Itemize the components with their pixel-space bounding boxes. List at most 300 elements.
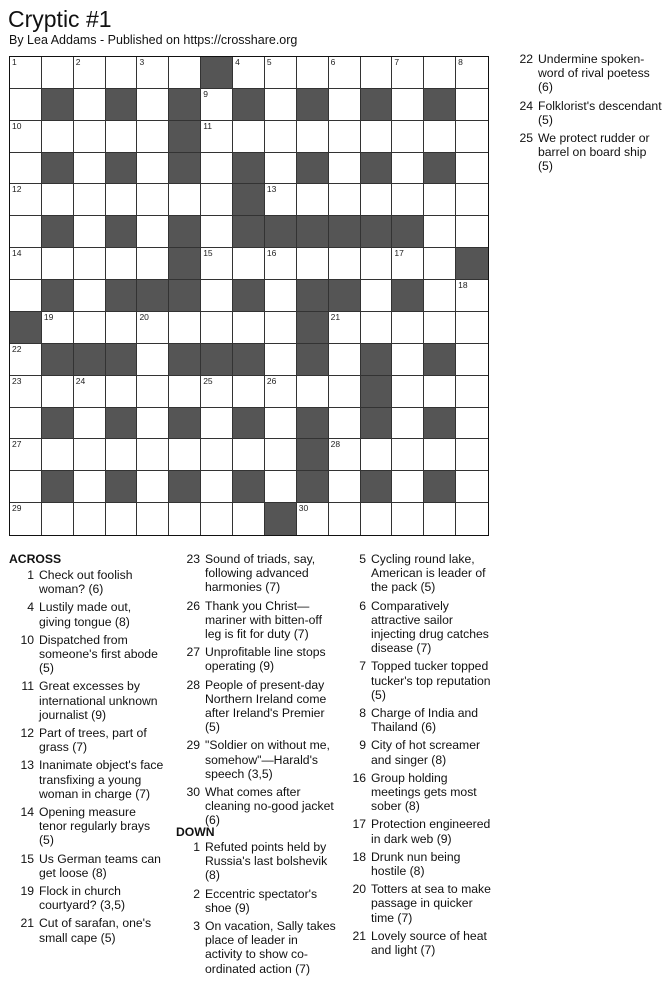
down-clue[interactable] — [510, 131, 662, 174]
block-cell — [169, 344, 201, 376]
grid-cell[interactable] — [201, 280, 233, 312]
block-cell — [297, 408, 329, 440]
block-cell — [201, 57, 233, 89]
grid-cell[interactable] — [361, 312, 393, 344]
grid-cell[interactable] — [74, 184, 106, 216]
block-cell — [361, 376, 393, 408]
grid-cell[interactable] — [329, 184, 361, 216]
grid-cell[interactable] — [424, 248, 456, 280]
block-cell — [233, 153, 265, 185]
grid-cell[interactable] — [456, 216, 488, 248]
grid-cell[interactable] — [42, 312, 74, 344]
grid-cell[interactable] — [201, 248, 233, 280]
grid-cell[interactable] — [201, 503, 233, 535]
grid-cell[interactable] — [74, 216, 106, 248]
clue-text: Unprofitable line stops operating (9) — [205, 645, 326, 674]
clue-number: 14 — [20, 805, 34, 820]
block-cell — [297, 439, 329, 471]
block-cell — [106, 408, 138, 440]
grid-cell[interactable] — [233, 439, 265, 471]
grid-cell[interactable] — [456, 89, 488, 121]
across-clue[interactable] — [177, 552, 337, 595]
grid-cell[interactable] — [424, 376, 456, 408]
grid-cell[interactable] — [106, 503, 138, 535]
block-cell — [169, 89, 201, 121]
block-cell — [10, 312, 42, 344]
clue-text: Eccentric spectator's shoe (9) — [205, 886, 318, 915]
grid-cell[interactable] — [201, 89, 233, 121]
grid-cell[interactable] — [233, 121, 265, 153]
grid-cell[interactable] — [424, 216, 456, 248]
block-cell — [265, 216, 297, 248]
grid-cell[interactable] — [392, 344, 424, 376]
clue-text: City of hot screamer and singer (8) — [371, 738, 481, 767]
down-clue[interactable] — [177, 887, 337, 915]
grid-cell[interactable] — [74, 89, 106, 121]
grid-cell[interactable] — [361, 439, 393, 471]
grid-cell[interactable] — [329, 408, 361, 440]
grid-cell[interactable] — [265, 89, 297, 121]
across-clue[interactable] — [177, 738, 337, 781]
clue-number: 4 — [27, 600, 34, 615]
down-clue[interactable] — [343, 882, 498, 925]
clue-number: 11 — [21, 679, 34, 694]
grid-cell[interactable] — [265, 376, 297, 408]
cell-number: 22 — [12, 343, 22, 354]
cell-number: 23 — [12, 375, 22, 386]
grid-cell[interactable] — [233, 312, 265, 344]
clue-number: 7 — [359, 659, 366, 674]
block-cell — [361, 153, 393, 185]
grid-cell[interactable] — [137, 439, 169, 471]
grid-cell[interactable] — [10, 280, 42, 312]
block-cell — [106, 216, 138, 248]
block-cell — [106, 344, 138, 376]
grid-cell[interactable] — [10, 89, 42, 121]
grid-cell[interactable] — [42, 376, 74, 408]
grid-cell[interactable] — [392, 89, 424, 121]
block-cell — [361, 471, 393, 503]
cell-number: 26 — [266, 375, 277, 386]
down-clue-list-side — [510, 52, 662, 178]
grid-cell[interactable] — [74, 280, 106, 312]
grid-cell[interactable] — [169, 184, 201, 216]
across-clue[interactable] — [11, 568, 166, 596]
down-clue[interactable] — [177, 840, 337, 883]
grid-cell[interactable] — [456, 312, 488, 344]
down-clue[interactable] — [343, 929, 498, 957]
grid-cell[interactable] — [329, 153, 361, 185]
grid-cell[interactable] — [137, 216, 169, 248]
grid-cell[interactable] — [233, 57, 265, 89]
block-cell — [424, 89, 456, 121]
grid-cell[interactable] — [392, 503, 424, 535]
grid-cell[interactable] — [424, 439, 456, 471]
down-clue[interactable] — [510, 99, 662, 127]
grid-cell[interactable] — [361, 184, 393, 216]
block-cell — [233, 89, 265, 121]
clue-number: 5 — [359, 552, 366, 566]
grid-cell[interactable] — [265, 184, 297, 216]
grid-cell[interactable] — [392, 57, 424, 89]
down-clue-list-continued — [343, 552, 498, 961]
grid-cell[interactable] — [137, 153, 169, 185]
grid-cell[interactable] — [10, 216, 42, 248]
grid-cell[interactable] — [74, 121, 106, 153]
grid-cell[interactable] — [10, 408, 42, 440]
cell-number: 19 — [43, 311, 54, 322]
grid-cell[interactable] — [297, 503, 329, 535]
grid-cell[interactable] — [392, 121, 424, 153]
grid-cell[interactable] — [329, 89, 361, 121]
down-clue[interactable] — [343, 850, 498, 878]
grid-cell[interactable] — [201, 439, 233, 471]
cell-number: 13 — [266, 184, 277, 195]
down-clue[interactable] — [343, 817, 498, 845]
clue-number: 30 — [186, 785, 200, 800]
block-cell — [297, 312, 329, 344]
grid-cell[interactable] — [10, 57, 42, 89]
grid-cell[interactable] — [329, 312, 361, 344]
across-clue[interactable] — [11, 758, 166, 801]
down-clue[interactable] — [177, 919, 337, 976]
grid-cell[interactable] — [456, 408, 488, 440]
grid-cell[interactable] — [392, 439, 424, 471]
grid-cell[interactable] — [10, 376, 42, 408]
grid-cell[interactable] — [74, 439, 106, 471]
grid-cell[interactable] — [392, 153, 424, 185]
across-clue[interactable] — [177, 785, 337, 828]
grid-cell[interactable] — [329, 344, 361, 376]
grid-cell[interactable] — [392, 248, 424, 280]
grid-cell[interactable] — [137, 471, 169, 503]
clue-text: Check out foolish woman? (6) — [39, 568, 133, 597]
clue-text: Sound of triads, say, following advanced harmonies (7) — [205, 552, 316, 595]
grid-cell[interactable] — [201, 471, 233, 503]
clue-number: 19 — [20, 884, 34, 899]
grid-cell[interactable] — [201, 376, 233, 408]
clue-number: 26 — [186, 598, 200, 613]
grid-cell[interactable] — [297, 121, 329, 153]
grid-cell[interactable] — [265, 57, 297, 89]
down-clue[interactable] — [343, 552, 498, 595]
grid-cell[interactable] — [456, 439, 488, 471]
across-clue[interactable] — [177, 678, 337, 735]
grid-cell[interactable] — [137, 376, 169, 408]
grid-cell[interactable] — [74, 57, 106, 89]
block-cell — [392, 216, 424, 248]
grid-cell[interactable] — [137, 344, 169, 376]
clue-number: 16 — [352, 770, 366, 785]
clue-number: 21 — [20, 916, 34, 931]
grid-cell[interactable] — [456, 471, 488, 503]
grid-cell[interactable] — [424, 121, 456, 153]
clue-number: 3 — [193, 919, 200, 934]
grid-cell[interactable] — [456, 57, 488, 89]
grid-cell[interactable] — [201, 153, 233, 185]
grid-cell[interactable] — [10, 153, 42, 185]
grid-cell[interactable] — [201, 121, 233, 153]
grid-cell[interactable] — [361, 280, 393, 312]
grid-cell[interactable] — [106, 439, 138, 471]
clue-number: 10 — [20, 632, 34, 647]
across-clue[interactable] — [11, 884, 166, 912]
clue-text: Thank you Christ—mariner with bitten-off leg is fit for duty (7) — [205, 598, 322, 642]
block-cell — [137, 280, 169, 312]
across-clue[interactable] — [177, 645, 337, 673]
block-cell — [169, 153, 201, 185]
cell-number: 11 — [203, 120, 213, 131]
block-cell — [233, 184, 265, 216]
grid-cell[interactable] — [201, 216, 233, 248]
grid-cell[interactable] — [137, 121, 169, 153]
clue-text: What comes after cleaning no-good jacket (6) — [205, 785, 334, 828]
clue-number: 22 — [519, 52, 533, 66]
grid-cell[interactable] — [456, 503, 488, 535]
block-cell — [424, 471, 456, 503]
grid-cell[interactable] — [106, 57, 138, 89]
block-cell — [297, 153, 329, 185]
block-cell — [297, 344, 329, 376]
grid-cell[interactable] — [106, 248, 138, 280]
grid-cell[interactable] — [297, 376, 329, 408]
grid-cell[interactable] — [265, 280, 297, 312]
down-heading: DOWN — [176, 825, 215, 839]
grid-cell[interactable] — [361, 503, 393, 535]
grid-cell[interactable] — [137, 312, 169, 344]
block-cell — [169, 121, 201, 153]
grid-cell[interactable] — [392, 408, 424, 440]
puzzle-title: Cryptic #1 — [8, 6, 112, 32]
clue-text: Inanimate object's face transfixing a young woman in charge (7) — [39, 758, 164, 801]
block-cell — [297, 280, 329, 312]
across-heading: ACROSS — [9, 552, 62, 566]
grid-cell[interactable] — [137, 89, 169, 121]
clue-text: Refuted points held by Russia's last bolshevik (8) — [205, 840, 328, 883]
grid-cell[interactable] — [329, 121, 361, 153]
clue-number: 6 — [359, 598, 366, 613]
grid-cell[interactable] — [392, 376, 424, 408]
grid-cell[interactable] — [265, 153, 297, 185]
cell-number: 17 — [394, 248, 404, 259]
grid-cell[interactable] — [74, 471, 106, 503]
grid-cell[interactable] — [10, 184, 42, 216]
grid-cell[interactable] — [42, 248, 74, 280]
across-clue[interactable] — [11, 916, 166, 944]
grid-cell[interactable] — [392, 471, 424, 503]
cell-number: 18 — [458, 280, 468, 291]
grid-cell[interactable] — [456, 376, 488, 408]
grid-cell[interactable] — [42, 121, 74, 153]
grid-cell[interactable] — [169, 312, 201, 344]
cell-number: 8 — [458, 57, 463, 67]
cell-number: 3 — [139, 57, 145, 67]
clue-number: 17 — [352, 817, 366, 832]
grid-cell[interactable] — [265, 439, 297, 471]
clue-number: 13 — [20, 758, 34, 773]
grid-cell[interactable] — [137, 57, 169, 89]
cell-number: 28 — [330, 439, 341, 450]
grid-cell[interactable] — [297, 248, 329, 280]
grid-cell[interactable] — [233, 376, 265, 408]
across-clue[interactable] — [11, 726, 166, 754]
grid-cell[interactable] — [392, 184, 424, 216]
grid-cell[interactable] — [74, 312, 106, 344]
grid-cell[interactable] — [106, 184, 138, 216]
clue-text: Dispatched from someone's first abode (5) — [39, 632, 158, 676]
clue-text: Comparatively attractive sailor injecting drug catches disease (7) — [371, 598, 489, 656]
clue-text: People of present-day Northern Ireland come after Ireland's Premier (5) — [205, 677, 327, 735]
grid-cell[interactable] — [456, 344, 488, 376]
cell-number: 30 — [298, 503, 309, 514]
grid-cell[interactable] — [42, 439, 74, 471]
block-cell — [361, 216, 393, 248]
grid-cell[interactable] — [265, 408, 297, 440]
cell-number: 5 — [266, 57, 272, 67]
clue-number: 21 — [352, 928, 366, 943]
grid-cell[interactable] — [106, 121, 138, 153]
across-clue[interactable] — [11, 679, 166, 722]
grid-cell[interactable] — [42, 503, 74, 535]
across-clue[interactable] — [11, 852, 166, 880]
grid-cell[interactable] — [42, 57, 74, 89]
down-clue[interactable] — [510, 52, 662, 95]
grid-cell[interactable] — [424, 184, 456, 216]
down-clue[interactable] — [343, 771, 498, 814]
grid-cell[interactable] — [424, 503, 456, 535]
grid-cell[interactable] — [361, 248, 393, 280]
clue-text: Lovely source of heat and light (7) — [371, 928, 487, 958]
clue-number: 9 — [359, 738, 366, 753]
grid-cell[interactable] — [137, 503, 169, 535]
block-cell — [106, 153, 138, 185]
grid-cell[interactable] — [456, 153, 488, 185]
down-clue[interactable] — [343, 706, 498, 734]
across-clue[interactable] — [11, 633, 166, 676]
grid-cell[interactable] — [74, 408, 106, 440]
grid-cell[interactable] — [74, 376, 106, 408]
down-clue-list — [177, 840, 337, 980]
block-cell — [106, 280, 138, 312]
across-clue[interactable] — [11, 805, 166, 848]
clue-text: Opening measure tenor regularly brays (5) — [39, 805, 151, 848]
grid-cell[interactable] — [361, 121, 393, 153]
grid-cell[interactable] — [137, 408, 169, 440]
grid-cell[interactable] — [329, 57, 361, 89]
down-clue[interactable] — [343, 738, 498, 766]
grid-cell[interactable] — [201, 312, 233, 344]
grid-cell[interactable] — [10, 503, 42, 535]
grid-cell[interactable] — [329, 471, 361, 503]
clue-number: 8 — [359, 706, 366, 721]
block-cell — [42, 408, 74, 440]
block-cell — [169, 471, 201, 503]
clue-text: Topped tucker topped tucker's top reputation (5) — [371, 659, 491, 702]
grid-cell[interactable] — [106, 376, 138, 408]
grid-cell[interactable] — [201, 184, 233, 216]
grid-cell[interactable] — [74, 503, 106, 535]
down-clue[interactable] — [343, 599, 498, 656]
grid-cell[interactable] — [265, 248, 297, 280]
grid-cell[interactable] — [456, 184, 488, 216]
block-cell — [297, 216, 329, 248]
grid-cell[interactable] — [265, 312, 297, 344]
grid-cell[interactable] — [169, 57, 201, 89]
block-cell — [233, 280, 265, 312]
across-clue[interactable] — [177, 599, 337, 642]
grid-cell[interactable] — [329, 248, 361, 280]
grid-cell[interactable] — [201, 408, 233, 440]
grid-cell[interactable] — [10, 471, 42, 503]
grid-cell[interactable] — [233, 248, 265, 280]
down-clue[interactable] — [343, 659, 498, 702]
clue-text: Undermine spoken-word of rival poetess (6) — [538, 52, 650, 95]
grid-cell[interactable] — [329, 439, 361, 471]
clue-number: 15 — [20, 851, 34, 866]
grid-cell[interactable] — [329, 376, 361, 408]
block-cell — [424, 408, 456, 440]
clue-number: 27 — [186, 645, 200, 660]
grid-cell[interactable] — [106, 312, 138, 344]
cell-number: 27 — [12, 439, 22, 450]
grid-cell[interactable] — [10, 344, 42, 376]
clue-text: Charge of India and Thailand (6) — [371, 706, 479, 735]
grid-cell[interactable] — [297, 184, 329, 216]
grid-cell[interactable] — [169, 503, 201, 535]
block-cell — [233, 344, 265, 376]
grid-cell[interactable] — [169, 439, 201, 471]
grid-cell[interactable] — [137, 248, 169, 280]
grid-cell[interactable] — [424, 312, 456, 344]
grid-cell[interactable] — [10, 439, 42, 471]
grid-cell[interactable] — [424, 57, 456, 89]
grid-cell[interactable] — [74, 153, 106, 185]
block-cell — [361, 408, 393, 440]
grid-cell[interactable] — [10, 121, 42, 153]
grid-cell[interactable] — [456, 121, 488, 153]
block-cell — [201, 344, 233, 376]
clue-text: Great excesses by international unknown journalist (9) — [39, 679, 158, 722]
grid-cell[interactable] — [265, 471, 297, 503]
grid-cell[interactable] — [10, 248, 42, 280]
block-cell — [42, 153, 74, 185]
across-clue[interactable] — [11, 600, 166, 628]
crossword-grid[interactable] — [9, 56, 489, 536]
cell-number: 6 — [330, 57, 336, 67]
grid-cell[interactable] — [265, 121, 297, 153]
grid-cell[interactable] — [169, 376, 201, 408]
grid-cell[interactable] — [297, 57, 329, 89]
cell-number: 29 — [12, 503, 22, 514]
grid-cell[interactable] — [424, 280, 456, 312]
grid-cell[interactable] — [392, 312, 424, 344]
puzzle-byline: By Lea Addams - Published on https://crosshare.org — [9, 33, 298, 47]
grid-cell[interactable] — [361, 57, 393, 89]
clue-text: Part of trees, part of grass (7) — [39, 726, 147, 755]
grid-cell[interactable] — [74, 248, 106, 280]
block-cell — [42, 344, 74, 376]
cell-number: 14 — [12, 248, 22, 259]
grid-cell[interactable] — [42, 184, 74, 216]
grid-cell[interactable] — [137, 184, 169, 216]
grid-cell[interactable] — [265, 344, 297, 376]
block-cell — [74, 344, 106, 376]
cell-number: 20 — [139, 311, 149, 322]
grid-cell[interactable] — [456, 280, 488, 312]
clue-number: 18 — [352, 849, 366, 864]
grid-cell[interactable] — [329, 503, 361, 535]
grid-cell[interactable] — [233, 503, 265, 535]
